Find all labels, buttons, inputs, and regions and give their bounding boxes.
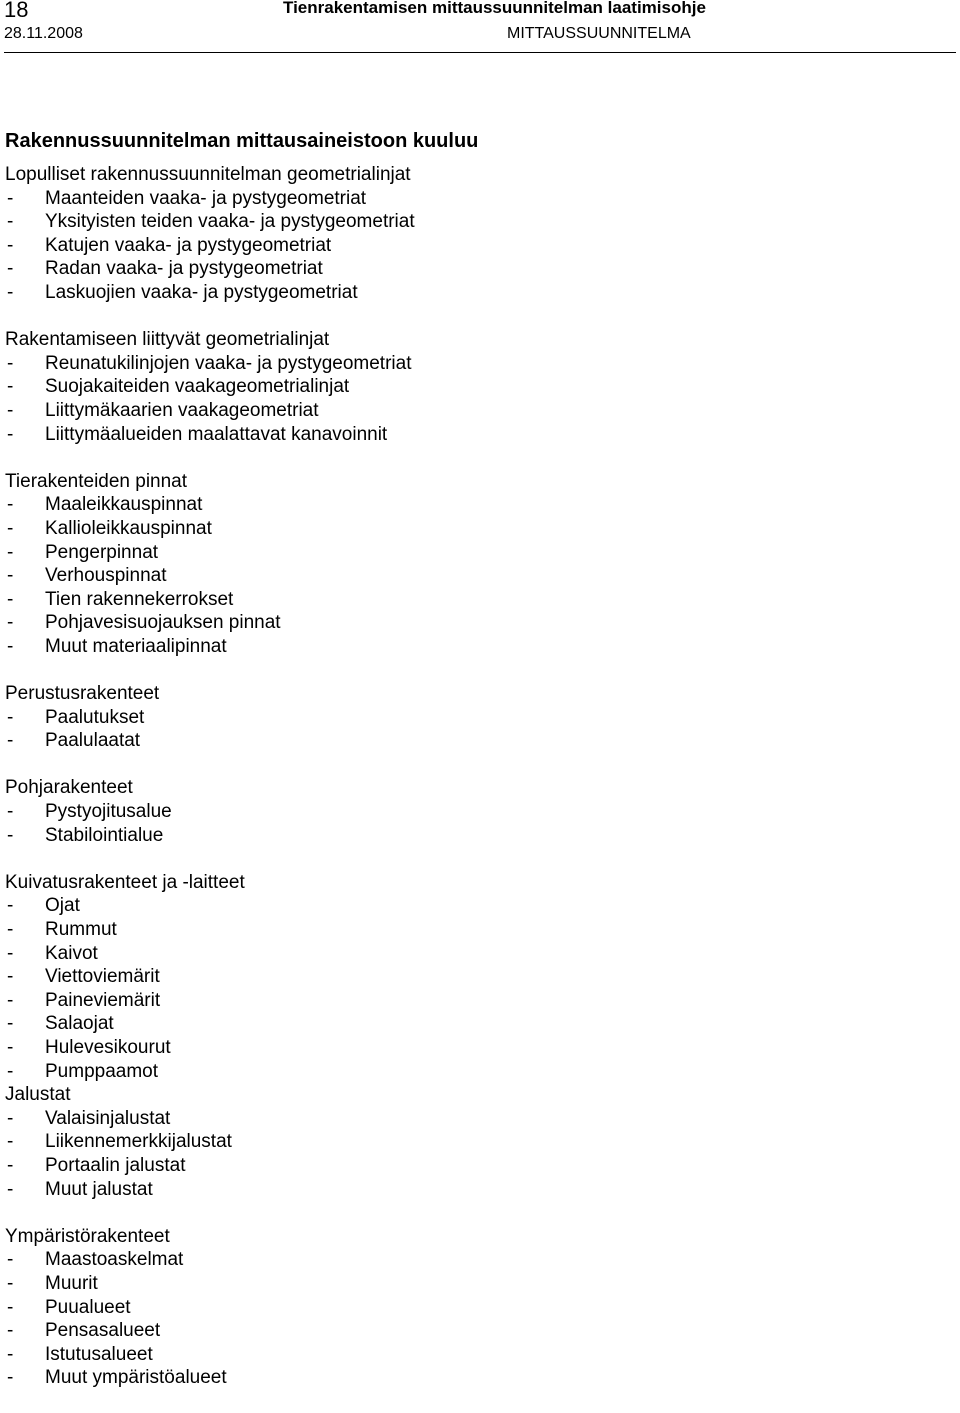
item-list — [5, 1107, 945, 1201]
list-item — [5, 1060, 945, 1084]
list-item-text: Pohjavesisuojauksen pinnat — [45, 612, 281, 634]
dash-marker: - — [7, 423, 14, 445]
item-list — [5, 1248, 945, 1390]
list-item — [5, 894, 945, 918]
list-item-text: Laskuojien vaaka- ja pystygeometriat — [45, 281, 358, 303]
section — [5, 776, 945, 847]
list-item-text: Liittymäalueiden maalattavat kanavoinnit — [45, 423, 388, 445]
section-title: Jalustat — [5, 1084, 71, 1106]
list-item — [5, 493, 945, 517]
list-item — [5, 1154, 945, 1178]
section-title: Pohjarakenteet — [5, 777, 133, 799]
dash-marker: - — [7, 1320, 14, 1342]
list-item — [5, 1272, 945, 1296]
item-list — [5, 352, 945, 446]
list-item-text: Pystyojitusalue — [45, 801, 172, 823]
list-item-text: Viettoviemärit — [45, 966, 160, 988]
dash-marker: - — [7, 942, 14, 964]
dash-marker: - — [7, 258, 14, 280]
item-list — [5, 187, 945, 305]
list-item — [5, 1130, 945, 1154]
dash-marker: - — [7, 1272, 14, 1294]
list-item — [5, 423, 945, 447]
dash-marker: - — [7, 801, 14, 823]
list-item-text: Hulevesikourut — [45, 1036, 171, 1058]
dash-marker: - — [7, 1036, 14, 1058]
document-title: Tienrakentamisen mittaussuunnitelman laatimisohje — [283, 0, 706, 17]
dash-marker: - — [7, 1178, 14, 1200]
section — [5, 1225, 945, 1390]
list-item-text: Reunatukilinjojen vaaka- ja pystygeometriat — [45, 352, 412, 374]
dash-marker: - — [7, 612, 14, 634]
list-item-text: Katujen vaaka- ja pystygeometriat — [45, 234, 332, 256]
list-item — [5, 517, 945, 541]
list-item-text: Pumppaamot — [45, 1060, 159, 1082]
list-item-text: Muut materiaalipinnat — [45, 635, 227, 657]
list-item — [5, 1319, 945, 1343]
dash-marker: - — [7, 824, 14, 846]
item-list — [5, 493, 945, 658]
list-item-text: Muut jalustat — [45, 1178, 153, 1200]
dash-marker: - — [7, 1060, 14, 1082]
list-item-text: Maastoaskelmat — [45, 1249, 184, 1271]
section-title: Rakentamiseen liittyvät geometrialinjat — [5, 329, 330, 351]
dash-marker: - — [7, 730, 14, 752]
list-item — [5, 588, 945, 612]
list-item — [5, 187, 945, 211]
list-item — [5, 706, 945, 730]
list-item-text: Kallioleikkauspinnat — [45, 517, 212, 539]
dash-marker: - — [7, 352, 14, 374]
list-item — [5, 989, 945, 1013]
list-item-text: Valaisinjalustat — [45, 1107, 171, 1129]
list-item-text: Paalulaatat — [45, 730, 141, 752]
item-list — [5, 706, 945, 753]
section-title: Kuivatusrakenteet ja -laitteet — [5, 871, 245, 893]
list-item-text: Stabilointialue — [45, 824, 164, 846]
section — [5, 470, 945, 659]
list-item — [5, 257, 945, 281]
list-item-text: Liittymäkaarien vaakageometriat — [45, 399, 319, 421]
section — [5, 682, 945, 753]
section — [5, 1083, 945, 1201]
list-item-text: Verhouspinnat — [45, 565, 167, 587]
page-heading: Rakennussuunnitelman mittausaineistoon kuuluu — [5, 130, 479, 152]
list-item-text: Muurit — [45, 1272, 98, 1294]
list-item-text: Suojakaiteiden vaakageometrialinjat — [45, 376, 350, 398]
dash-marker: - — [7, 895, 14, 917]
dash-marker: - — [7, 399, 14, 421]
list-item — [5, 1296, 945, 1320]
dash-marker: - — [7, 1154, 14, 1176]
dash-marker: - — [7, 1249, 14, 1271]
dash-marker: - — [7, 1343, 14, 1365]
document-type: MITTAUSSUUNNITELMA — [507, 25, 691, 42]
dash-marker: - — [7, 706, 14, 728]
list-item-text: Liikennemerkkijalustat — [45, 1131, 232, 1153]
section — [5, 871, 945, 1083]
dash-marker: - — [7, 1107, 14, 1129]
dash-marker: - — [7, 1013, 14, 1035]
dash-marker: - — [7, 234, 14, 256]
dash-marker: - — [7, 187, 14, 209]
list-item — [5, 1366, 945, 1390]
list-item — [5, 918, 945, 942]
dash-marker: - — [7, 1296, 14, 1318]
dash-marker: - — [7, 635, 14, 657]
section-title: Ympäristörakenteet — [5, 1225, 170, 1247]
dash-marker: - — [7, 211, 14, 233]
list-item — [5, 1036, 945, 1060]
section-title: Tierakenteiden pinnat — [5, 470, 188, 492]
dash-marker: - — [7, 376, 14, 398]
dash-marker: - — [7, 541, 14, 563]
document-date: 28.11.2008 — [4, 25, 83, 42]
list-item-text: Paineviemärit — [45, 989, 161, 1011]
list-item-text: Rummut — [45, 919, 117, 940]
list-item-text: Portaalin jalustat — [45, 1154, 186, 1176]
dash-marker: - — [7, 517, 14, 539]
list-item — [5, 234, 945, 258]
list-item — [5, 1107, 945, 1131]
section-list — [5, 163, 945, 1390]
document-body — [5, 128, 945, 1413]
section-title: Perustusrakenteet — [5, 683, 160, 705]
section — [5, 163, 945, 305]
list-item — [5, 281, 945, 305]
list-item — [5, 635, 945, 659]
dash-marker: - — [7, 966, 14, 988]
list-item-text: Radan vaaka- ja pystygeometriat — [45, 258, 323, 280]
list-item-text: Pensasalueet — [45, 1320, 161, 1342]
list-item — [5, 729, 945, 753]
list-item-text: Ojat — [45, 895, 80, 917]
page-header — [0, 0, 960, 54]
list-item-text: Yksityisten teiden vaaka- ja pystygeometriat — [45, 211, 415, 233]
list-item — [5, 1248, 945, 1272]
header-rule — [4, 52, 956, 53]
list-item — [5, 1178, 945, 1202]
list-item-text: Salaojat — [45, 1013, 114, 1035]
list-item-text: Istutusalueet — [45, 1343, 153, 1365]
list-item — [5, 800, 945, 824]
list-item-text: Puualueet — [45, 1296, 131, 1318]
page-number: 18 — [4, 0, 29, 22]
list-item — [5, 564, 945, 588]
list-item — [5, 399, 945, 423]
list-item-text: Muut ympäristöalueet — [45, 1367, 227, 1389]
list-item-text: Kaivot — [45, 942, 98, 964]
item-list — [5, 894, 945, 1083]
list-item-text: Pengerpinnat — [45, 541, 159, 563]
list-item-text: Maaleikkauspinnat — [45, 494, 203, 516]
dash-marker: - — [7, 1131, 14, 1153]
list-item-text: Paalutukset — [45, 706, 145, 728]
dash-marker: - — [7, 919, 14, 940]
list-item — [5, 611, 945, 635]
dash-marker: - — [7, 281, 14, 303]
list-item — [5, 942, 945, 966]
list-item — [5, 1012, 945, 1036]
list-item-text: Maanteiden vaaka- ja pystygeometriat — [45, 187, 367, 209]
list-item — [5, 965, 945, 989]
section — [5, 328, 945, 446]
dash-marker: - — [7, 588, 14, 610]
list-item — [5, 352, 945, 376]
list-item — [5, 1343, 945, 1367]
section-title: Lopulliset rakennussuunnitelman geometrialinjat — [5, 164, 411, 185]
list-item — [5, 375, 945, 399]
list-item-text: Tien rakennekerrokset — [45, 588, 234, 610]
dash-marker: - — [7, 565, 14, 587]
list-item — [5, 541, 945, 565]
dash-marker: - — [7, 1367, 14, 1389]
list-item — [5, 210, 945, 234]
item-list — [5, 800, 945, 847]
dash-marker: - — [7, 989, 14, 1011]
dash-marker: - — [7, 494, 14, 516]
list-item — [5, 824, 945, 848]
